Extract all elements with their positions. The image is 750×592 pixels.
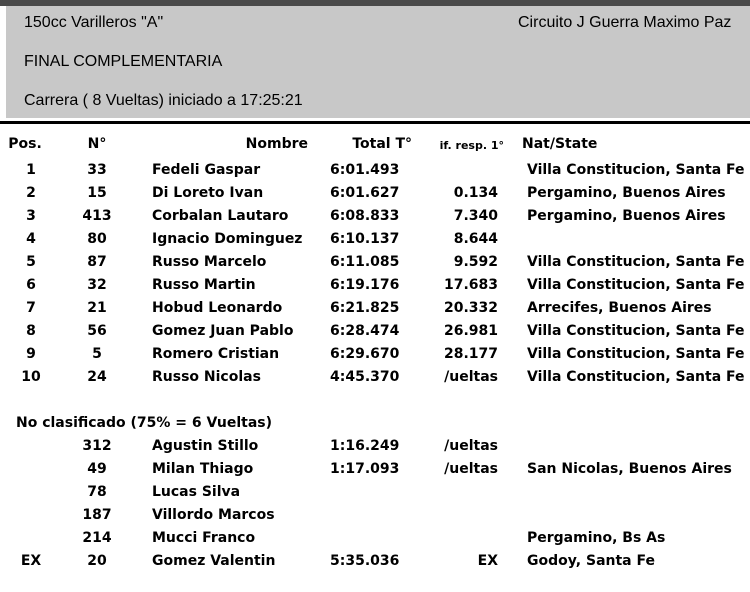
cell-pos: 3 [26,208,36,224]
cell-name: Gomez Juan Pablo [152,323,294,339]
cell-diff: 26.981 [443,323,498,339]
not-classified-title: No clasificado (75% = 6 Vueltas) [16,415,272,431]
cell-total: 6:29.670 [330,346,400,362]
cell-name: Hobud Leonardo [152,300,283,316]
cell-total: 6:01.493 [330,162,400,178]
cell-total: 6:28.474 [330,323,400,339]
cell-name: Corbalan Lautaro [152,208,289,224]
cell-name: Fedeli Gaspar [152,162,261,178]
cell-total: 6:21.825 [330,300,400,316]
cell-name: Ignacio Dominguez [152,231,303,247]
cell-num: 33 [87,162,107,178]
header-divider [0,121,750,124]
cell-num: 5 [92,346,102,362]
cell-nat: Villa Constitucion, Santa Fe [527,346,745,362]
cell-name: Mucci Franco [152,530,256,546]
cell-total: 1:17.093 [330,461,400,477]
cell-diff: 17.683 [443,277,498,293]
cell-nat: Pergamino, Buenos Aires [527,185,726,201]
circuit-name: Circuito J Guerra Maximo Paz [518,14,732,31]
cell-num: 32 [87,277,107,293]
cell-name: Russo Nicolas [152,369,261,385]
cell-nat: Pergamino, Buenos Aires [527,208,726,224]
cell-total: 6:08.833 [330,208,400,224]
cell-name: Lucas Silva [152,484,241,500]
cell-num: 20 [87,553,107,569]
cell-name: Milan Thiago [152,461,254,477]
cell-total: 5:35.036 [330,553,400,569]
col-name: Nombre [245,136,308,152]
cell-nat: Villa Constitucion, Santa Fe [527,162,745,178]
cell-pos: 10 [21,369,41,385]
cell-nat: Villa Constitucion, Santa Fe [527,369,745,385]
col-pos: Pos. [8,136,42,152]
cell-num: 21 [87,300,107,316]
cell-pos: 8 [26,323,36,339]
cell-diff: 28.177 [443,346,498,362]
cell-pos: 4 [26,231,36,247]
col-nat: Nat/State [522,136,598,152]
cell-nat: San Nicolas, Buenos Aires [527,461,732,477]
session-title: FINAL COMPLEMENTARIA [24,53,223,70]
cell-nat: Pergamino, Bs As [527,530,666,546]
cell-diff: /ueltas [444,438,498,454]
cell-diff: /ueltas [444,369,498,385]
cell-num: 312 [82,438,112,454]
cell-pos: 9 [26,346,36,362]
cell-num: 56 [87,323,107,339]
cell-pos: 6 [26,277,36,293]
cell-diff: /ueltas [444,461,498,477]
cell-name: Russo Marcelo [152,254,267,270]
cell-diff: 9.592 [453,254,498,270]
cell-diff: 8.644 [453,231,498,247]
cell-name: Di Loreto Ivan [152,185,264,201]
cell-total: 6:19.176 [330,277,400,293]
cell-pos: EX [20,553,42,569]
cell-pos: 7 [26,300,36,316]
cell-nat: Godoy, Santa Fe [527,553,655,569]
cell-num: 24 [87,369,107,385]
cell-total: 6:10.137 [330,231,400,247]
category-title: 150cc Varilleros "A" [24,14,164,31]
col-diff: if. resp. 1° [439,139,504,152]
cell-name: Romero Cristian [152,346,280,362]
cell-total: 6:01.627 [330,185,400,201]
cell-name: Agustin Stillo [152,438,259,454]
cell-num: 78 [87,484,107,500]
cell-pos: 5 [26,254,36,270]
cell-nat: Arrecifes, Buenos Aires [527,300,712,316]
cell-nat: Villa Constitucion, Santa Fe [527,277,745,293]
cell-total: 4:45.370 [330,369,400,385]
cell-nat: Villa Constitucion, Santa Fe [527,254,745,270]
results-header [6,6,750,118]
cell-total: 6:11.085 [330,254,400,270]
col-total: Total T° [352,136,412,152]
cell-name: Russo Martin [152,277,256,293]
cell-num: 87 [87,254,107,270]
col-num: N° [87,136,107,152]
cell-nat: Villa Constitucion, Santa Fe [527,323,745,339]
cell-num: 214 [82,530,112,546]
cell-num: 413 [82,208,112,224]
cell-name: Villordo Marcos [152,507,275,523]
cell-num: 15 [87,185,107,201]
cell-diff: 7.340 [453,208,498,224]
cell-num: 49 [87,461,107,477]
cell-pos: 1 [26,162,36,178]
cell-num: 80 [87,231,107,247]
race-info: Carrera ( 8 Vueltas) iniciado a 17:25:21 [24,92,303,109]
cell-pos: 2 [26,185,36,201]
cell-diff: EX [477,553,498,569]
cell-diff: 20.332 [443,300,498,316]
cell-total: 1:16.249 [330,438,400,454]
cell-diff: 0.134 [453,185,498,201]
cell-name: Gomez Valentin [152,553,276,569]
cell-num: 187 [82,507,112,523]
